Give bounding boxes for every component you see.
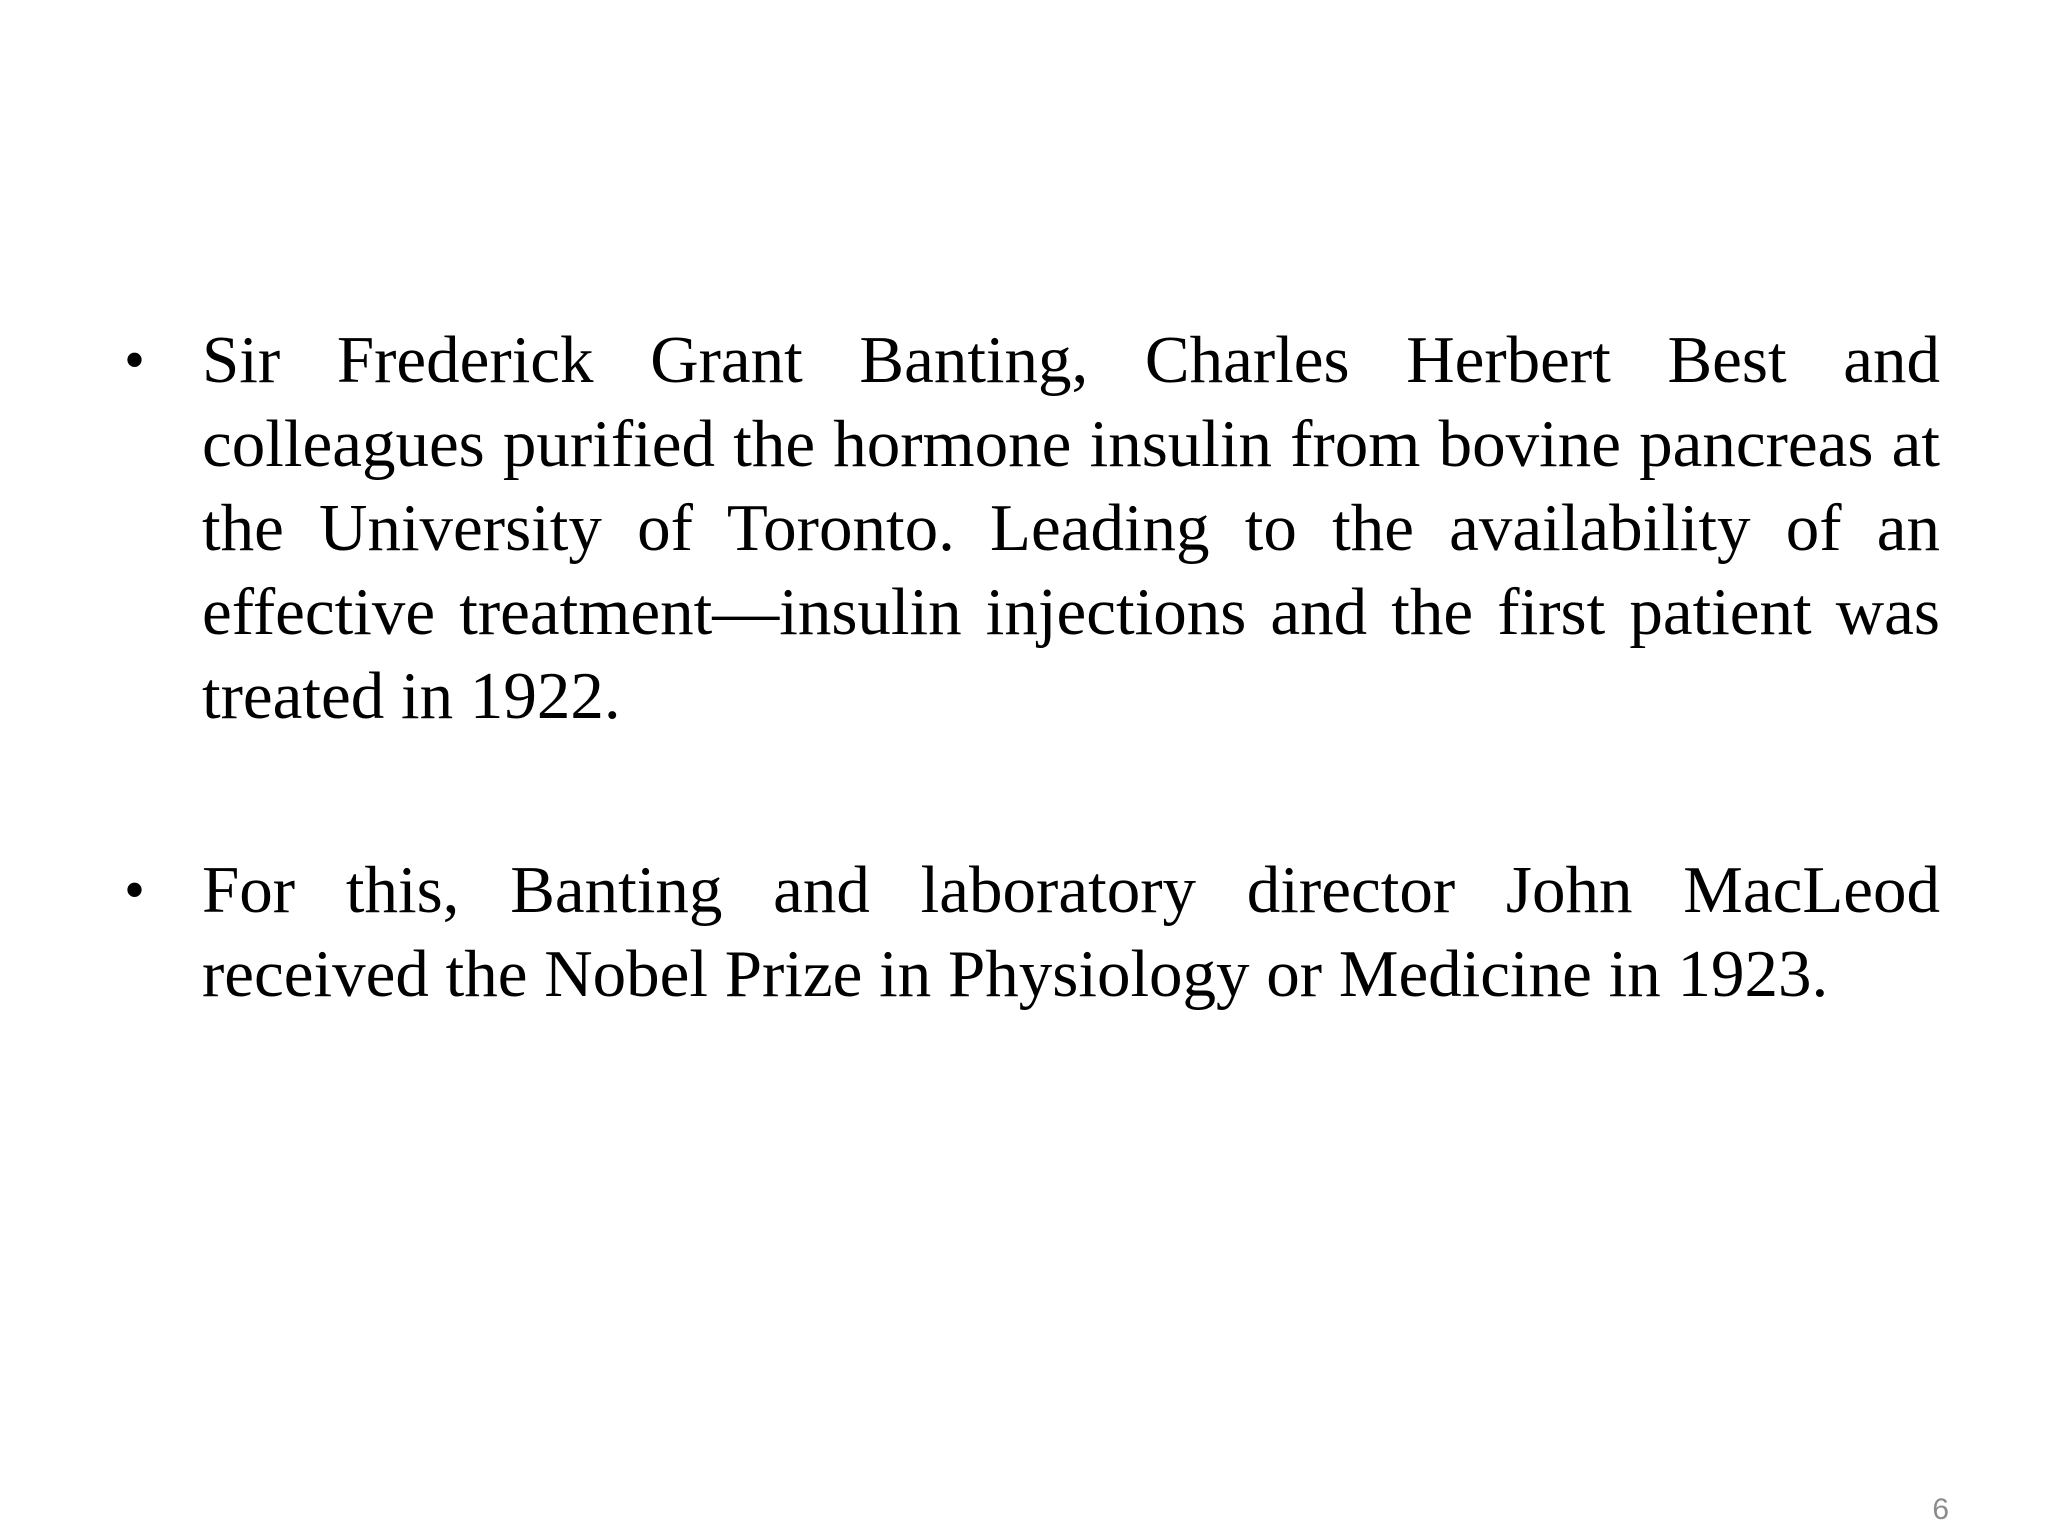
bullet-text: For this, Banting and laboratory director John MacLeod received the Nobel Prize in Physiology or Medicine in 1923. xyxy=(202,853,1940,1011)
page-number: 6 xyxy=(1932,1493,1949,1526)
bullet-list xyxy=(120,318,1940,1016)
slide-body xyxy=(120,318,1940,1016)
bullet-item-nobel-prize xyxy=(120,848,1940,1016)
bullet-icon: • xyxy=(124,327,146,393)
bullet-item-banting-best xyxy=(120,318,1940,738)
bullet-icon: • xyxy=(124,857,146,923)
bullet-text: Sir Frederick Grant Banting, Charles Herbert Best and colleagues purified the hormone insulin from bovine pancreas at the University of Toronto. Leading to the availability of an effective treatment—insulin injections and the first patient was treated in 1922. xyxy=(202,323,1940,733)
